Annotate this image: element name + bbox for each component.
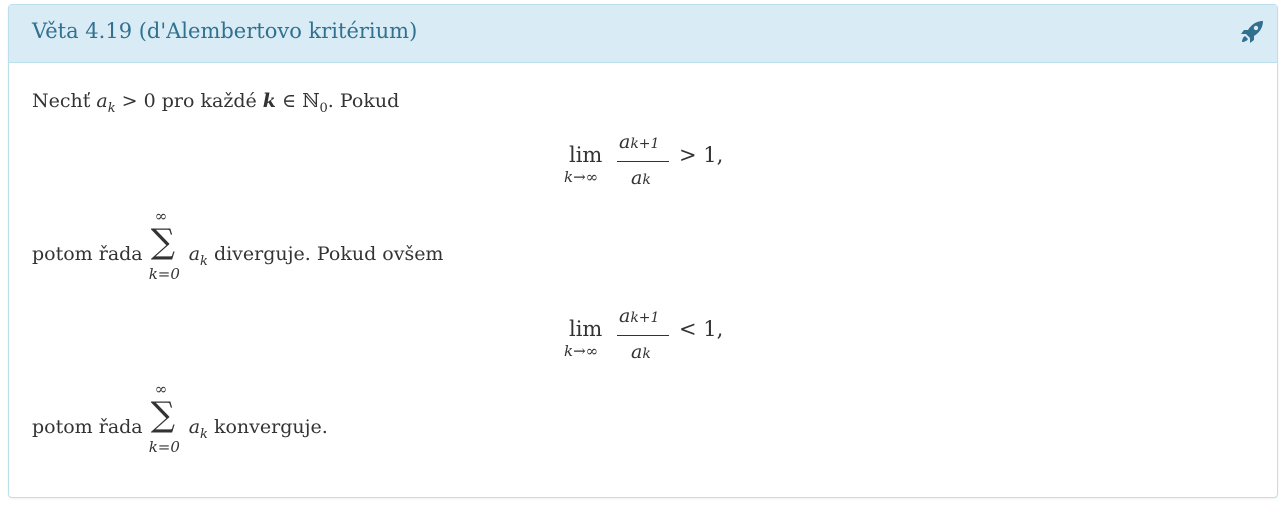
rocket-icon <box>1239 19 1265 45</box>
math-a: a <box>188 243 201 265</box>
display-equation-2 <box>9 305 1277 375</box>
text: . Pokud <box>327 90 400 112</box>
math-gt-zero: > 0 <box>115 90 156 112</box>
text: potom řada <box>32 416 143 438</box>
math-sub-zero: 0 <box>319 101 328 116</box>
fraction-bar <box>617 161 669 162</box>
math-k: k <box>262 90 276 112</box>
math-a: a <box>188 416 201 438</box>
fraction-denominator: ak <box>631 341 651 363</box>
math-in: ∈ <box>275 90 303 112</box>
paragraph-line-1 <box>32 89 399 116</box>
text: pro každé <box>155 90 263 112</box>
math-sub-k: k <box>107 101 116 116</box>
lim-subscript: k→∞ <box>564 168 599 186</box>
math-a: a <box>96 90 108 112</box>
sum-upper: ∞ <box>154 207 168 225</box>
lim-word: lim <box>569 143 603 167</box>
theorem-card <box>8 4 1278 498</box>
theorem-header <box>9 5 1277 63</box>
sum-operator <box>148 380 189 456</box>
lim-word: lim <box>569 317 603 341</box>
paragraph-line-2 <box>32 207 444 283</box>
theorem-title: Věta 4.19 (d'Alembertovo kritérium) <box>32 19 418 43</box>
sum-operator <box>148 207 189 283</box>
lim-subscript: k→∞ <box>564 342 599 360</box>
relation: > 1, <box>679 143 724 167</box>
fraction-bar <box>617 335 669 336</box>
fraction-numerator: ak+1 <box>619 131 660 153</box>
relation: < 1, <box>679 317 724 341</box>
fraction-denominator: ak <box>631 167 651 189</box>
text: diverguje. Pokud ovšem <box>207 243 444 265</box>
sum-symbol: ∑ <box>150 222 175 262</box>
text: konverguje. <box>207 416 328 438</box>
math-sub-k: k <box>200 254 208 269</box>
sum-symbol: ∑ <box>150 395 175 435</box>
math-naturals: ℕ <box>302 90 320 112</box>
sum-upper: ∞ <box>154 380 168 398</box>
text: Nechť <box>32 90 97 112</box>
paragraph-line-3 <box>32 380 328 456</box>
sum-lower: k=0 <box>148 265 180 283</box>
fraction-numerator: ak+1 <box>619 305 660 327</box>
math-sub-k: k <box>200 427 208 442</box>
display-equation-1 <box>9 131 1277 201</box>
sum-lower: k=0 <box>148 438 180 456</box>
text: potom řada <box>32 243 143 265</box>
